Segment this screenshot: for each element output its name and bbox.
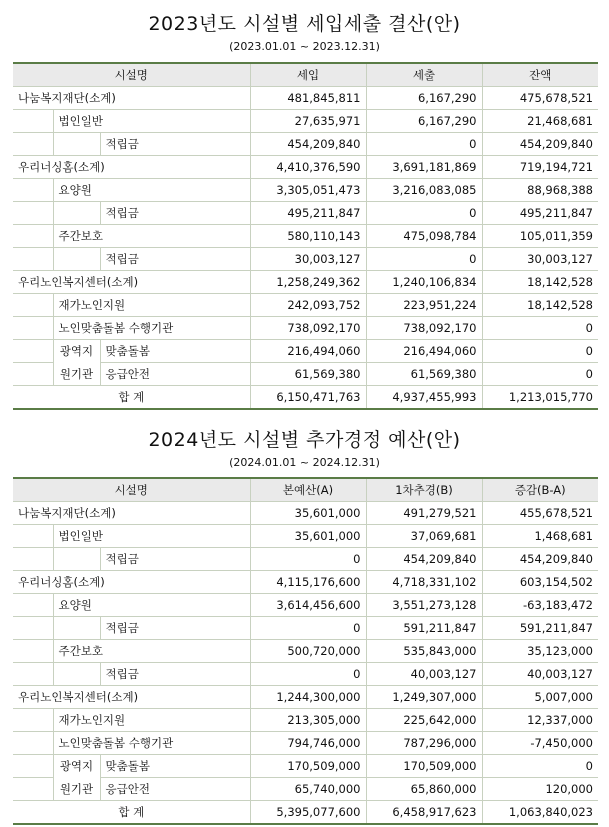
value-cell: 3,305,051,473 [250, 179, 366, 202]
indent-cell [13, 225, 53, 248]
value-cell: 0 [366, 248, 482, 271]
value-cell: 61,569,380 [250, 363, 366, 386]
value-cell: 40,003,127 [366, 663, 482, 686]
settlement-period: (2023.01.01 ~ 2023.12.31) [229, 40, 380, 53]
value-cell: 5,007,000 [482, 686, 598, 709]
value-cell: 475,098,784 [366, 225, 482, 248]
value-cell: 21,468,681 [482, 110, 598, 133]
value-cell: 61,569,380 [366, 363, 482, 386]
value-cell: 454,209,840 [482, 133, 598, 156]
group-label: 원기관 [53, 778, 100, 801]
indent-cell [53, 548, 100, 571]
table-row [13, 548, 598, 571]
value-cell: 216,494,060 [250, 340, 366, 363]
facility-name: 적립금 [100, 202, 250, 225]
value-cell: 719,194,721 [482, 156, 598, 179]
settlement-title: 2023년도 시설별 세입세출 결산(안) [148, 13, 461, 35]
indent-cell [13, 548, 53, 571]
column-header: 세출 [366, 63, 482, 87]
value-cell: 481,845,811 [250, 87, 366, 110]
value-cell: 455,678,521 [482, 502, 598, 525]
indent-cell [13, 340, 53, 363]
facility-name: 맞춤돌봄 [100, 340, 250, 363]
value-cell: 3,216,083,085 [366, 179, 482, 202]
value-cell: 37,069,681 [366, 525, 482, 548]
value-cell: 105,011,359 [482, 225, 598, 248]
group-label: 광역지 [53, 755, 100, 778]
value-cell: 120,000 [482, 778, 598, 801]
table-row [13, 732, 598, 755]
budget-period: (2024.01.01 ~ 2024.12.31) [229, 456, 380, 469]
value-cell: 491,279,521 [366, 502, 482, 525]
value-cell: 454,209,840 [250, 133, 366, 156]
indent-cell [13, 133, 53, 156]
facility-name: 적립금 [100, 663, 250, 686]
table-row [13, 363, 598, 386]
indent-cell [13, 294, 53, 317]
table-row [13, 271, 598, 294]
value-cell: 535,843,000 [366, 640, 482, 663]
value-cell: 225,642,000 [366, 709, 482, 732]
table-row [13, 87, 598, 110]
table-row [13, 340, 598, 363]
table-row [13, 571, 598, 594]
value-cell: 495,211,847 [482, 202, 598, 225]
value-cell: 1,468,681 [482, 525, 598, 548]
facility-name: 요양원 [53, 179, 250, 202]
total-value: 1,063,840,023 [482, 801, 598, 825]
value-cell: 30,003,127 [482, 248, 598, 271]
table-row [13, 594, 598, 617]
value-cell: 475,678,521 [482, 87, 598, 110]
table-row [13, 225, 598, 248]
value-cell: 1,240,106,834 [366, 271, 482, 294]
value-cell: 1,258,249,362 [250, 271, 366, 294]
table-row [13, 133, 598, 156]
table-row [13, 202, 598, 225]
indent-cell [13, 709, 53, 732]
total-row [13, 386, 598, 410]
value-cell: 40,003,127 [482, 663, 598, 686]
value-cell: 27,635,971 [250, 110, 366, 133]
facility-name: 재가노인지원 [53, 709, 250, 732]
facility-name: 주간보호 [53, 225, 250, 248]
value-cell: 30,003,127 [250, 248, 366, 271]
budget-title: 2024년도 시설별 추가경정 예산(안) [148, 429, 461, 451]
column-header: 증감(B-A) [482, 478, 598, 502]
table-row [13, 248, 598, 271]
total-value: 6,458,917,623 [366, 801, 482, 825]
indent-cell [13, 663, 53, 686]
value-cell: 170,509,000 [366, 755, 482, 778]
value-cell: 216,494,060 [366, 340, 482, 363]
facility-name: 노인맞춤돌봄 수행기관 [53, 317, 250, 340]
value-cell: 6,167,290 [366, 110, 482, 133]
value-cell: 580,110,143 [250, 225, 366, 248]
indent-cell [13, 778, 53, 801]
column-header: 시설명 [13, 63, 250, 87]
table-row [13, 525, 598, 548]
indent-cell [53, 617, 100, 640]
value-cell: 1,244,300,000 [250, 686, 366, 709]
facility-name: 적립금 [100, 548, 250, 571]
header-row [13, 478, 598, 502]
facility-name: 적립금 [100, 133, 250, 156]
indent-cell [13, 202, 53, 225]
value-cell: 3,551,273,128 [366, 594, 482, 617]
table-row [13, 502, 598, 525]
indent-cell [53, 663, 100, 686]
value-cell: 35,601,000 [250, 502, 366, 525]
total-value: 6,150,471,763 [250, 386, 366, 410]
total-label: 합 계 [13, 386, 250, 410]
indent-cell [13, 179, 53, 202]
indent-cell [13, 317, 53, 340]
total-value: 4,937,455,993 [366, 386, 482, 410]
indent-cell [13, 617, 53, 640]
value-cell: 3,691,181,869 [366, 156, 482, 179]
settlement-table [13, 62, 598, 410]
value-cell: 454,209,840 [482, 548, 598, 571]
value-cell: 738,092,170 [366, 317, 482, 340]
table-row [13, 778, 598, 801]
facility-name: 우리너싱홈(소계) [13, 571, 250, 594]
total-value: 1,213,015,770 [482, 386, 598, 410]
facility-name: 재가노인지원 [53, 294, 250, 317]
value-cell: 500,720,000 [250, 640, 366, 663]
value-cell: 495,211,847 [250, 202, 366, 225]
column-header: 세입 [250, 63, 366, 87]
facility-name: 노인맞춤돌봄 수행기관 [53, 732, 250, 755]
header-row [13, 63, 598, 87]
value-cell: 738,092,170 [250, 317, 366, 340]
indent-cell [13, 732, 53, 755]
value-cell: 591,211,847 [366, 617, 482, 640]
indent-cell [13, 248, 53, 271]
facility-name: 법인일반 [53, 525, 250, 548]
value-cell: 242,093,752 [250, 294, 366, 317]
indent-cell [13, 363, 53, 386]
value-cell: 0 [482, 317, 598, 340]
value-cell: 88,968,388 [482, 179, 598, 202]
indent-cell [13, 755, 53, 778]
column-header: 본예산(A) [250, 478, 366, 502]
value-cell: 18,142,528 [482, 294, 598, 317]
table-row [13, 755, 598, 778]
indent-cell [53, 248, 100, 271]
facility-name: 요양원 [53, 594, 250, 617]
facility-name: 나눔복지재단(소계) [13, 87, 250, 110]
budget-table [13, 477, 598, 825]
value-cell: 603,154,502 [482, 571, 598, 594]
value-cell: 0 [482, 340, 598, 363]
value-cell: 170,509,000 [250, 755, 366, 778]
indent-cell [13, 640, 53, 663]
value-cell: 6,167,290 [366, 87, 482, 110]
column-header: 시설명 [13, 478, 250, 502]
indent-cell [13, 525, 53, 548]
value-cell: 223,951,224 [366, 294, 482, 317]
value-cell: 0 [482, 363, 598, 386]
value-cell: 0 [366, 133, 482, 156]
value-cell: 0 [250, 663, 366, 686]
table-row [13, 317, 598, 340]
table-row [13, 617, 598, 640]
value-cell: 454,209,840 [366, 548, 482, 571]
indent-cell [13, 110, 53, 133]
value-cell: 0 [482, 755, 598, 778]
facility-name: 맞춤돌봄 [100, 755, 250, 778]
value-cell: 35,123,000 [482, 640, 598, 663]
value-cell: 4,115,176,600 [250, 571, 366, 594]
value-cell: 3,614,456,600 [250, 594, 366, 617]
value-cell: 18,142,528 [482, 271, 598, 294]
table-row [13, 110, 598, 133]
group-label: 원기관 [53, 363, 100, 386]
facility-name: 주간보호 [53, 640, 250, 663]
value-cell: -7,450,000 [482, 732, 598, 755]
value-cell: 1,249,307,000 [366, 686, 482, 709]
value-cell: 12,337,000 [482, 709, 598, 732]
facility-name: 우리노인복지센터(소계) [13, 271, 250, 294]
facility-name: 우리너싱홈(소계) [13, 156, 250, 179]
table-row [13, 156, 598, 179]
value-cell: 787,296,000 [366, 732, 482, 755]
value-cell: 35,601,000 [250, 525, 366, 548]
value-cell: 794,746,000 [250, 732, 366, 755]
column-header: 1차추경(B) [366, 478, 482, 502]
indent-cell [13, 594, 53, 617]
table-row [13, 179, 598, 202]
total-label: 합 계 [13, 801, 250, 825]
facility-name: 나눔복지재단(소계) [13, 502, 250, 525]
value-cell: 65,860,000 [366, 778, 482, 801]
facility-name: 응급안전 [100, 778, 250, 801]
value-cell: 213,305,000 [250, 709, 366, 732]
value-cell: 0 [366, 202, 482, 225]
group-label: 광역지 [53, 340, 100, 363]
indent-cell [53, 202, 100, 225]
value-cell: 4,718,331,102 [366, 571, 482, 594]
table-row [13, 686, 598, 709]
total-row [13, 801, 598, 825]
table-row [13, 663, 598, 686]
facility-name: 응급안전 [100, 363, 250, 386]
value-cell: 65,740,000 [250, 778, 366, 801]
facility-name: 법인일반 [53, 110, 250, 133]
facility-name: 우리노인복지센터(소계) [13, 686, 250, 709]
value-cell: 0 [250, 548, 366, 571]
value-cell: 4,410,376,590 [250, 156, 366, 179]
table-row [13, 294, 598, 317]
column-header: 잔액 [482, 63, 598, 87]
indent-cell [53, 133, 100, 156]
value-cell: 0 [250, 617, 366, 640]
value-cell: -63,183,472 [482, 594, 598, 617]
facility-name: 적립금 [100, 248, 250, 271]
table-row [13, 640, 598, 663]
total-value: 5,395,077,600 [250, 801, 366, 825]
facility-name: 적립금 [100, 617, 250, 640]
value-cell: 591,211,847 [482, 617, 598, 640]
table-row [13, 709, 598, 732]
